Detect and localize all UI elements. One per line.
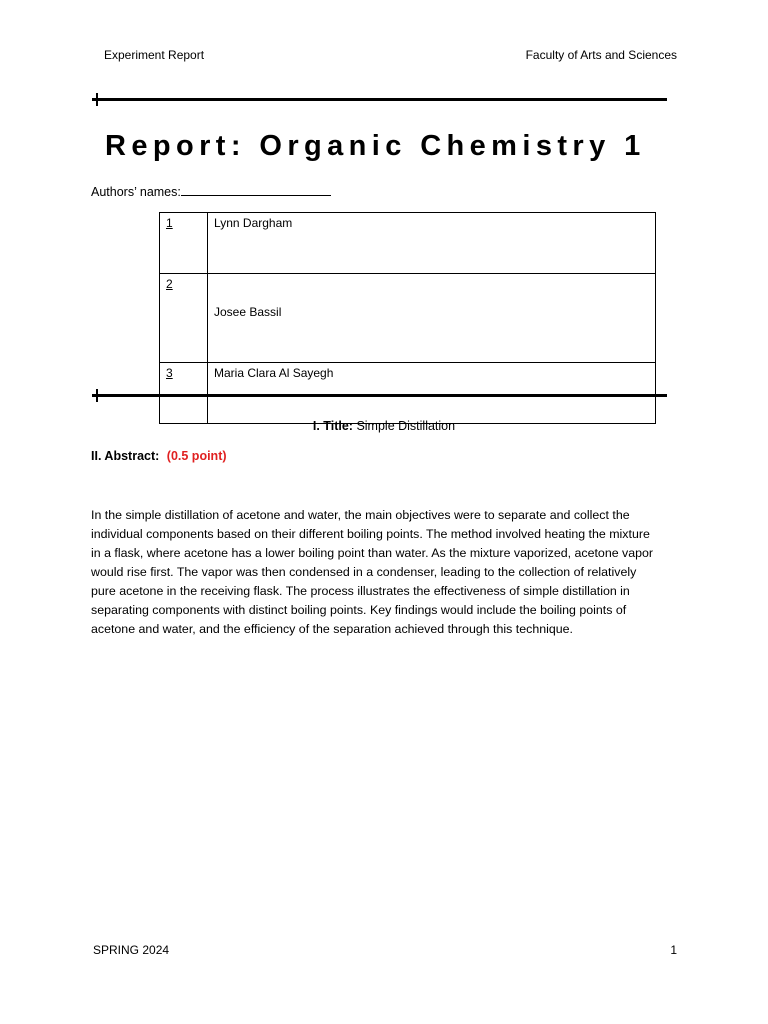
top-rule-tick bbox=[96, 93, 98, 106]
section-title bbox=[0, 419, 768, 433]
table-row bbox=[160, 213, 656, 274]
abstract-points: (0.5 point) bbox=[166, 449, 227, 463]
authors-label-row bbox=[91, 184, 331, 199]
author-name: Lynn Dargham bbox=[208, 213, 656, 274]
authors-label: Authors’ names: bbox=[91, 185, 181, 199]
section-title-value: Simple Distillation bbox=[356, 419, 456, 433]
author-number: 2 bbox=[160, 274, 208, 363]
abstract-line: in a flask, where acetone has a lower boiling point than water. As the mixture vaporized, acetone vapor bbox=[91, 546, 654, 560]
abstract-line: separating components with distinct boiling points. Key findings would include the boiling points of bbox=[91, 603, 627, 617]
abstract-line: acetone and water, and the efficiency of the separation achieved through this technique. bbox=[91, 622, 573, 636]
authors-table bbox=[159, 212, 656, 424]
bottom-rule-tick bbox=[96, 389, 98, 402]
footer-left: SPRING 2024 bbox=[93, 943, 170, 957]
author-number: 3 bbox=[160, 363, 208, 424]
page-number: 1 bbox=[670, 943, 677, 957]
bottom-rule bbox=[92, 394, 667, 397]
header-right: Faculty of Arts and Sciences bbox=[525, 48, 677, 62]
abstract-line: would rise first. The vapor was then condensed in a condenser, leading to the collection of relatively bbox=[91, 565, 637, 579]
author-name: Josee Bassil bbox=[208, 274, 656, 363]
abstract-line: In the simple distillation of acetone and water, the main objectives were to separate and collect the bbox=[91, 508, 630, 522]
authors-underline bbox=[181, 184, 331, 196]
page-title: Report: Organic Chemistry 1 bbox=[105, 130, 646, 162]
table-row bbox=[160, 274, 656, 363]
abstract-line: pure acetone in the receiving flask. The process illustrates the effectiveness of simple distillation in bbox=[91, 584, 630, 598]
abstract-label: II. Abstract: bbox=[91, 449, 160, 463]
author-name: Maria Clara Al Sayegh bbox=[208, 363, 656, 424]
abstract-heading bbox=[91, 449, 227, 463]
table-row bbox=[160, 363, 656, 424]
top-rule bbox=[92, 98, 667, 101]
header-left: Experiment Report bbox=[104, 48, 205, 62]
author-number: 1 bbox=[160, 213, 208, 274]
abstract-body bbox=[91, 506, 691, 639]
abstract-line: individual components based on their different boiling points. The method involved heating the mixture bbox=[91, 527, 650, 541]
section-title-label: I. Title: bbox=[312, 419, 353, 433]
